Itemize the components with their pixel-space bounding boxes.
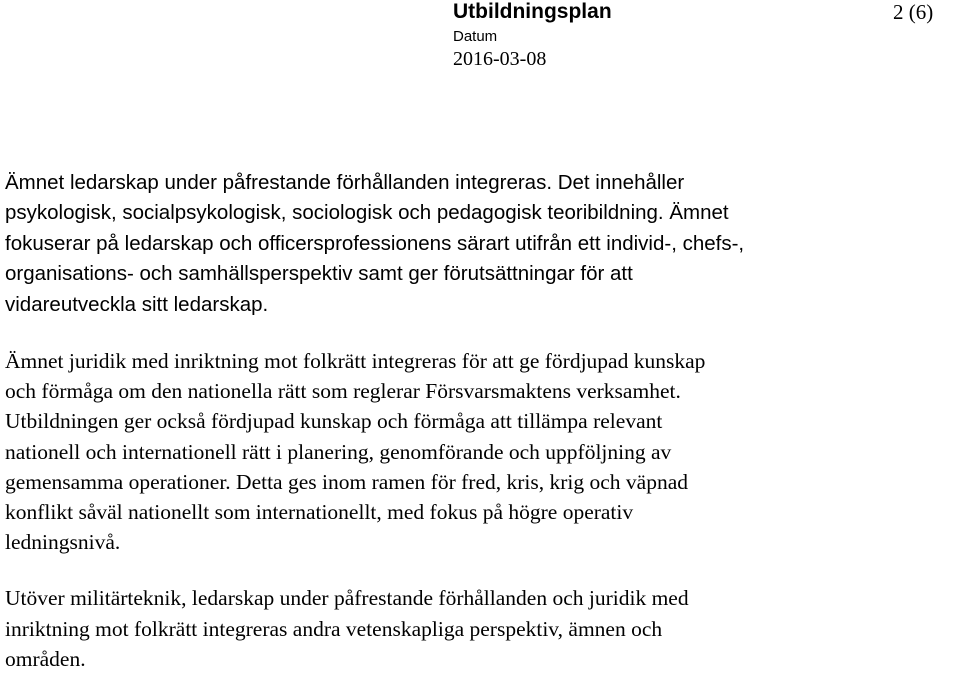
text-line: konflikt såväl nationellt som internationellt, med fokus på högre operativ xyxy=(5,500,634,525)
text-line: fokuserar på ledarskap och officersprofessionens särart utifrån ett individ-, chefs-, xyxy=(5,231,745,255)
text-line: områden. xyxy=(5,646,86,671)
text-line: psykologisk, socialpsykologisk, sociologisk och pedagogisk teoribildning. Ämnet xyxy=(5,201,729,225)
text-line: ledningsnivå. xyxy=(5,530,121,555)
date-label: Datum xyxy=(453,28,498,45)
text-line: Utöver militärteknik, ledarskap under påfrestande förhållanden och juridik med xyxy=(5,586,689,611)
paragraph-spacer xyxy=(5,320,955,346)
text-line: nationell och internationell rätt i planering, genomförande och uppföljning av xyxy=(5,439,672,464)
text-line: Ämnet juridik med inriktning mot folkrätt integreras för att ge fördjupad kunskap xyxy=(5,349,706,374)
text-line: och förmåga om den nationella rätt som reglerar Försvarsmaktens verksamhet. xyxy=(5,379,681,404)
text-line: inriktning mot folkrätt integreras andra vetenskapliga perspektiv, ämnen och xyxy=(5,616,663,641)
text-line: vidareutveckla sitt ledarskap. xyxy=(5,292,269,316)
text-line: gemensamma operationer. Detta ges inom ramen för fred, kris, krig och väpnad xyxy=(5,469,688,494)
paragraph-perspektiv xyxy=(5,583,955,674)
paragraph-spacer xyxy=(5,557,955,583)
text-line: organisations- och samhällsperspektiv samt ger förutsättningar för att xyxy=(5,262,633,286)
page-number: 2 (6) xyxy=(893,0,934,24)
text-line: Utbildningen ger också fördjupad kunskap och förmåga att tillämpa relevant xyxy=(5,409,663,434)
page-header xyxy=(0,0,960,80)
paragraph-juridik xyxy=(5,346,955,557)
text-line: Ämnet ledarskap under påfrestande förhållanden integreras. Det innehåller xyxy=(5,171,685,194)
document-title: Utbildningsplan xyxy=(453,0,612,23)
document-body xyxy=(5,168,955,674)
date-value: 2016-03-08 xyxy=(453,48,547,70)
paragraph-ledarskap xyxy=(5,168,955,320)
